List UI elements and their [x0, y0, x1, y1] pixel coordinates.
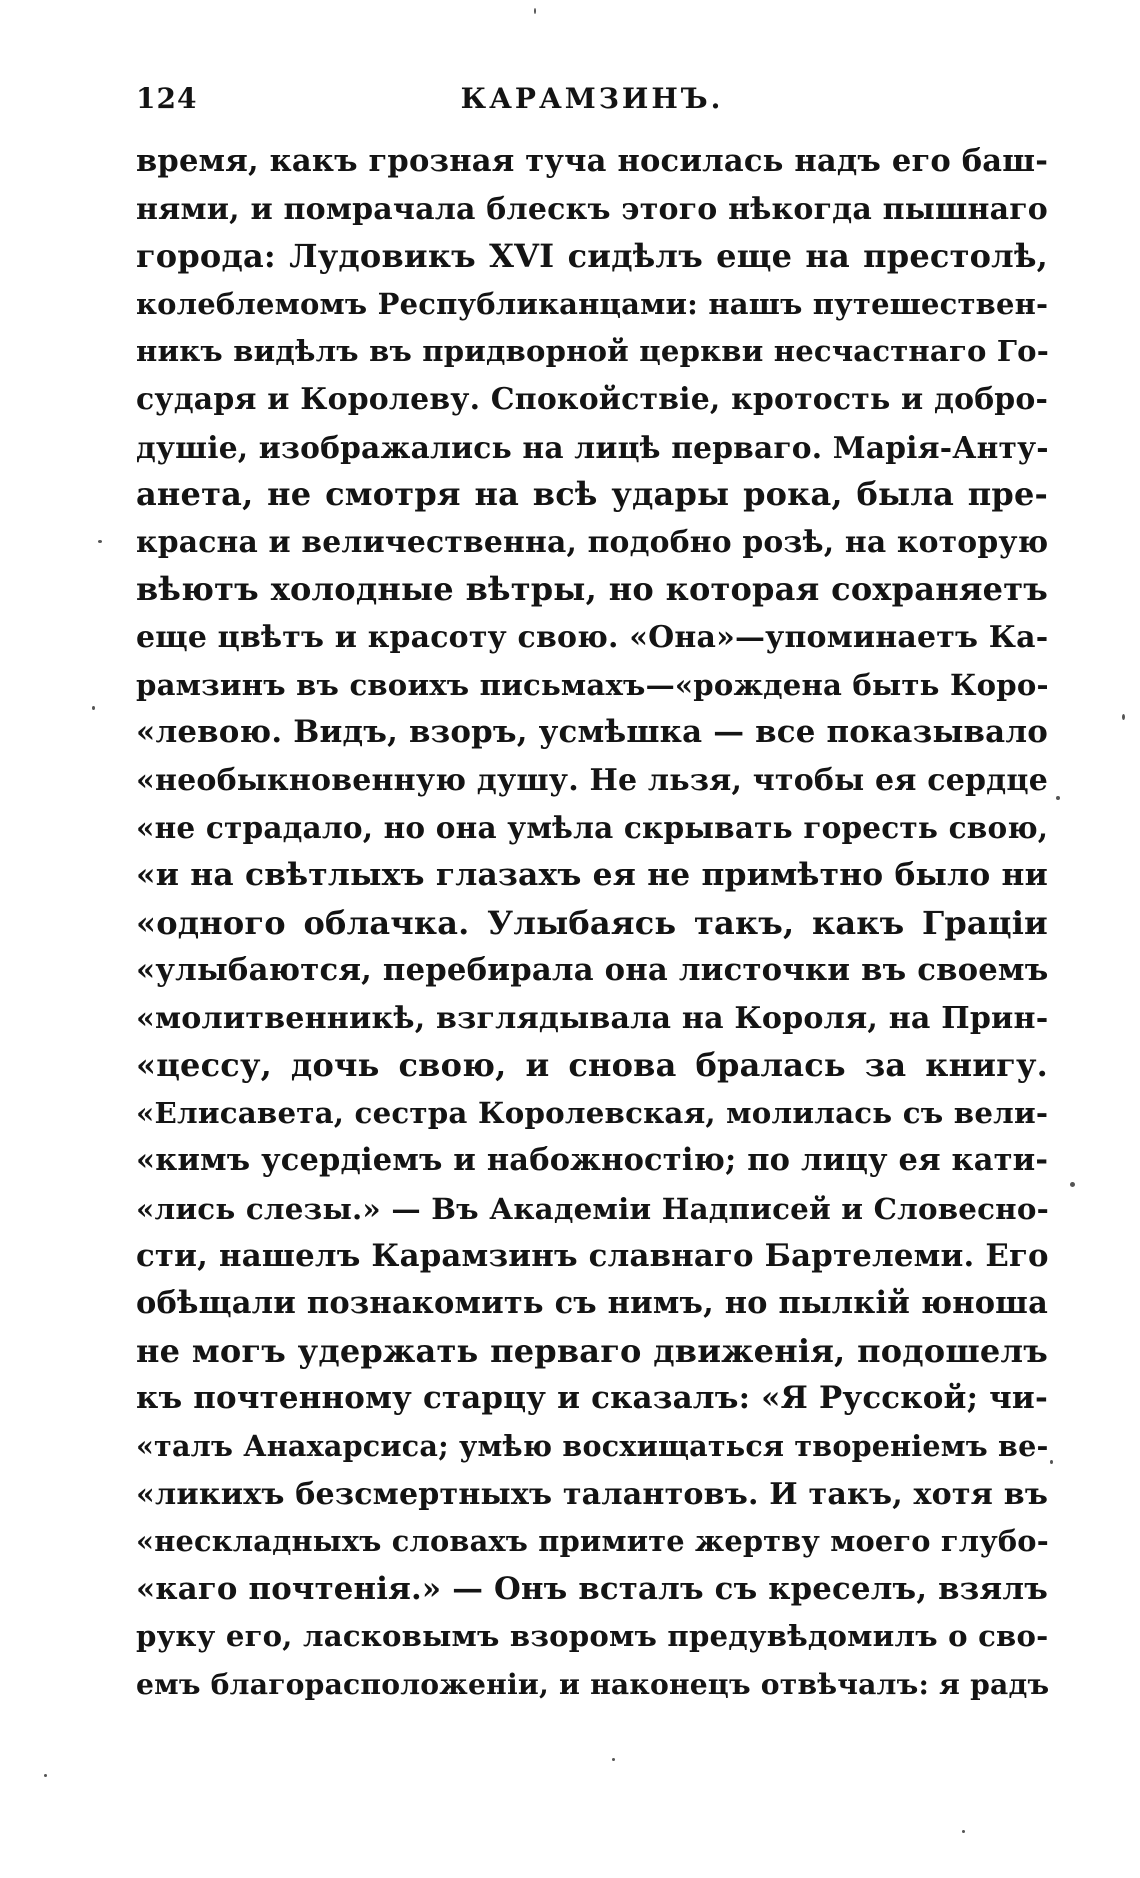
text-line: «левою. Видъ, взоръ, усмѣшка — все показывало [136, 714, 1048, 751]
text-line: «ликихъ безсмертныхъ талантовъ. И такъ, хотя въ [136, 1476, 1049, 1512]
text-line: не могъ удержать перваго движенія, подошелъ [136, 1331, 1048, 1370]
print-speck [1122, 714, 1125, 720]
text-line: «не страдало, но она умѣла скрывать горесть свою, [136, 810, 1049, 846]
text-line: время, какъ грозная туча носилась надъ его баш- [136, 143, 1049, 179]
text-line: «талъ Анахарсиса; умѣю восхищаться твореніемъ ве- [136, 1429, 1049, 1464]
text-line: «молитвенникѣ, взглядывала на Короля, на Прин- [136, 1000, 1049, 1036]
text-line: душіе, изображались на лицѣ перваго. Марія-Анту- [136, 429, 1049, 465]
text-line: красна и величественна, подобно розѣ, на которую [136, 524, 1049, 560]
text-line: «Елисавета, сестра Королевская, молилась съ вели- [136, 1095, 1049, 1130]
text-line: «необыкновенную душу. Не льзя, чтобы ея сердце [136, 762, 1048, 798]
text-line: «кимъ усердіемъ и набожностію; по лицу ея кати- [136, 1142, 1049, 1179]
print-speck [612, 1758, 615, 1761]
text-line: города: Лудовикъ XVI сидѣлъ еще на престолѣ, [136, 237, 1048, 276]
text-line: къ почтенному старцу и сказалъ: «Я Русской; чи- [136, 1380, 1048, 1417]
print-speck [1070, 1182, 1075, 1187]
text-line: сти, нашелъ Карамзинъ славнаго Бартелеми. Его [136, 1237, 1049, 1274]
text-line: рамзинъ въ своихъ письмахъ—«рождена быть Коро- [136, 667, 1049, 702]
print-speck [98, 540, 102, 543]
text-line: «одного облачка. Улыбаясь такъ, какъ Граціи [136, 903, 1048, 942]
running-head: КАРАМЗИНЪ. [460, 82, 724, 115]
page-header [136, 82, 1048, 122]
text-line: обѣщали познакомить съ нимъ, но пылкій юноша [136, 1285, 1048, 1322]
text-line: сударя и Королеву. Спокойствіе, кротость и добро- [136, 381, 1049, 417]
page-number: 124 [136, 82, 198, 115]
text-line: «улыбаются, перебирала она листочки въ своемъ [136, 952, 1049, 989]
text-line: «лись слезы.» — Въ Академіи Надписей и Словесно- [136, 1191, 1049, 1227]
text-line: емъ благорасположеніи, и наконецъ отвѣчалъ: я радъ [136, 1668, 1050, 1701]
print-speck [92, 706, 95, 710]
text-line: еще цвѣтъ и красоту свою. «Она»—упоминаетъ Ка- [136, 619, 1049, 655]
print-speck [1056, 796, 1060, 800]
text-line: «каго почтенія.» — Онъ всталъ съ креселъ, взялъ [136, 1570, 1048, 1607]
text-line: анета, не смотря на всѣ удары рока, была пре- [136, 475, 1048, 514]
text-line: нями, и помрачала блескъ этого нѣкогда пышнаго [136, 191, 1049, 227]
text-line: руку его, ласковымъ взоромъ предувѣдомилъ о сво- [136, 1619, 1049, 1654]
text-line: никъ видѣлъ въ придворной церкви несчастнаго Го- [136, 334, 1049, 369]
text-line: «нескладныхъ словахъ примите жертву моего глубо- [136, 1524, 1049, 1559]
text-line: вѣютъ холодные вѣтры, но которая сохраняетъ [136, 570, 1048, 609]
print-speck [534, 8, 536, 14]
print-speck [44, 1774, 47, 1777]
print-speck [1050, 1460, 1053, 1464]
text-line: «цессу, дочь свою, и снова бралась за книгу. [136, 1046, 1048, 1085]
text-line: колеблемомъ Республиканцами: нашъ путешествен- [136, 286, 1049, 321]
text-line: «и на свѣтлыхъ глазахъ ея не примѣтно было ни [136, 856, 1048, 893]
body-text [136, 138, 1048, 1709]
print-speck [962, 1830, 965, 1833]
